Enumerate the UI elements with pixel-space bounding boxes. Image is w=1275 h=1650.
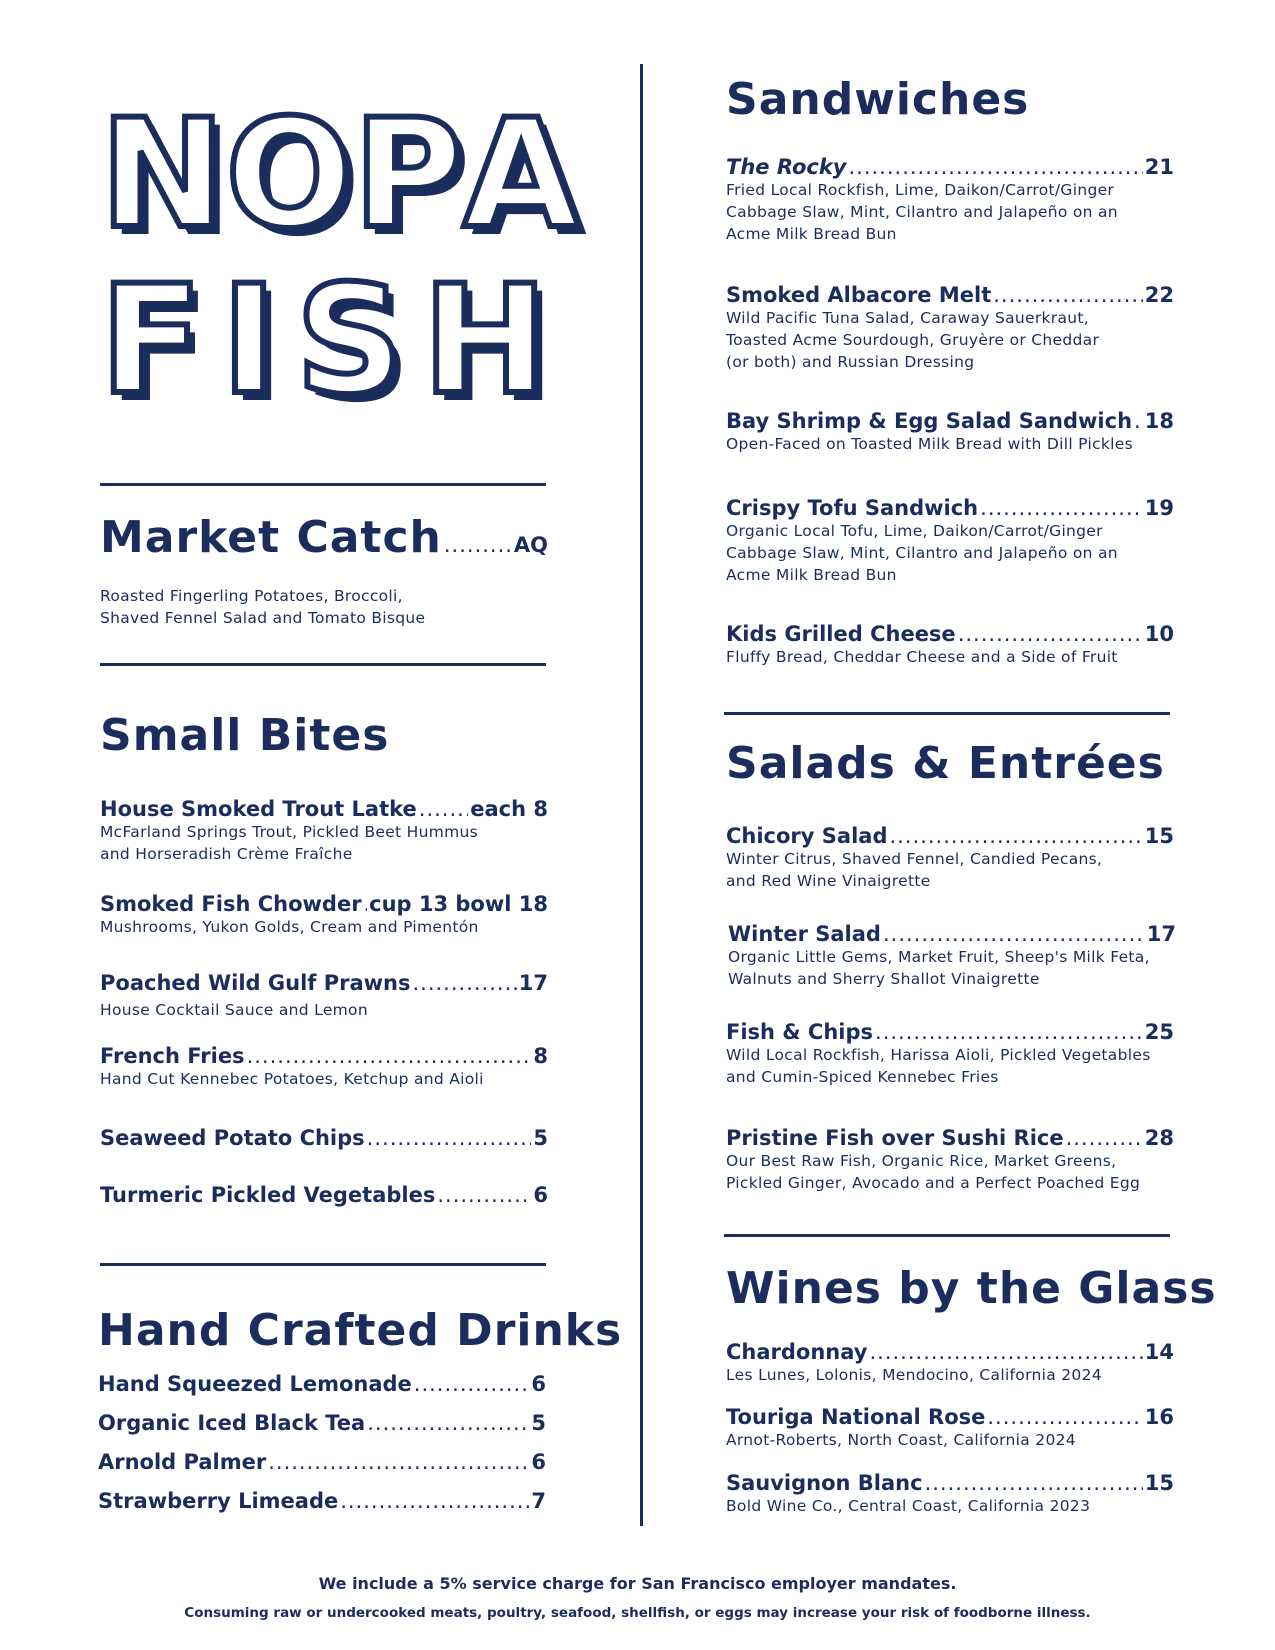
desc-line: Les Lunes, Lolonis, Mendocino, California 2024: [726, 1366, 1102, 1384]
small-bites-heading: Small Bites: [100, 710, 390, 761]
section-rule: [100, 663, 546, 666]
item-desc: [726, 179, 1174, 245]
item-desc: [100, 1068, 548, 1090]
leader-dots: [875, 1020, 1143, 1044]
menu-item: [726, 1471, 1174, 1517]
section-rule: [724, 712, 1170, 715]
menu-item: [100, 1044, 548, 1090]
item-desc: [726, 1429, 1174, 1451]
food-safety-note: Consuming raw or undercooked meats, poultry, seafood, shellfish, or eggs may increase your risk of foodborne illness.: [184, 1605, 1091, 1621]
desc-line: House Cocktail Sauce and Lemon: [100, 1001, 368, 1019]
menu-item: [100, 1183, 548, 1207]
nopa-fish-logo: [100, 88, 580, 428]
item-name: Sauvignon Blanc: [726, 1471, 923, 1495]
menu-item: [98, 1372, 546, 1396]
item-name: Turmeric Pickled Vegetables: [100, 1183, 436, 1207]
leader-dots: [364, 892, 368, 916]
item-price: 22: [1144, 283, 1174, 307]
item-price: 15: [1144, 1471, 1174, 1495]
desc-line: Open-Faced on Toasted Milk Bread with Dill Pickles: [726, 435, 1133, 453]
desc-line: Our Best Raw Fish, Organic Rice, Market Greens,: [726, 1152, 1117, 1170]
leader-dots: [340, 1489, 529, 1513]
item-name: Seaweed Potato Chips: [100, 1126, 365, 1150]
leader-dots: [980, 496, 1143, 520]
item-name: House Smoked Trout Latke: [100, 797, 417, 821]
item-name: Poached Wild Gulf Prawns: [100, 971, 411, 995]
desc-line: Walnuts and Sherry Shallot Vinaigrette: [728, 970, 1040, 988]
item-name: Winter Salad: [728, 922, 881, 946]
logo-letter: F: [100, 254, 203, 428]
desc-line: Shaved Fennel Salad and Tomato Bisque: [100, 609, 426, 627]
item-desc: [728, 946, 1176, 990]
desc-line: and Red Wine Vinaigrette: [726, 872, 931, 890]
drinks-heading: Hand Crafted Drinks: [98, 1305, 623, 1356]
menu-item: [726, 1405, 1174, 1451]
item-price: 6: [531, 1372, 546, 1396]
menu-item: [100, 797, 548, 865]
menu-item: [98, 1411, 546, 1435]
desc-line: Cabbage Slaw, Mint, Cilantro and Jalapeño on an: [726, 544, 1118, 562]
logo-letter: I: [221, 254, 277, 428]
desc-line: Pickled Ginger, Avocado and a Perfect Poached Egg: [726, 1174, 1141, 1192]
desc-line: Winter Citrus, Shaved Fennel, Candied Pecans,: [726, 850, 1103, 868]
leader-dots: [437, 1183, 531, 1207]
menu-item: [100, 892, 548, 938]
desc-line: and Horseradish Crème Fraîche: [100, 845, 353, 863]
logo-letter: H: [422, 254, 548, 428]
item-price: 16: [1144, 1405, 1174, 1429]
market-catch: [100, 512, 548, 629]
leader-dots: [444, 533, 512, 557]
item-price: 28: [1144, 1126, 1174, 1150]
menu-item: [726, 155, 1174, 245]
column-divider: [640, 64, 643, 1526]
item-price: cup 13 bowl 18: [369, 892, 548, 916]
leader-dots: [958, 622, 1143, 646]
menu-item: [726, 622, 1174, 668]
leader-dots: [414, 1372, 530, 1396]
section-rule: [100, 483, 546, 486]
menu-item: [728, 922, 1176, 990]
item-desc: [726, 1044, 1174, 1088]
item-desc: [726, 307, 1174, 373]
item-desc: [726, 1150, 1174, 1194]
desc-line: Roasted Fingerling Potatoes, Broccoli,: [100, 587, 403, 605]
leader-dots: [848, 155, 1142, 179]
desc-line: Bold Wine Co., Central Coast, California 2023: [726, 1497, 1091, 1515]
desc-line: McFarland Springs Trout, Pickled Beet Hummus: [100, 823, 479, 841]
item-name: Arnold Palmer: [98, 1450, 267, 1474]
leader-dots: [993, 283, 1143, 307]
item-name: Fish & Chips: [726, 1020, 874, 1044]
item-price: 14: [1144, 1340, 1174, 1364]
sandwiches-heading: Sandwiches: [726, 74, 1030, 125]
item-desc: [726, 1495, 1174, 1517]
leader-dots: [987, 1405, 1142, 1429]
item-price: 18: [1144, 409, 1174, 433]
market-catch-desc: [100, 585, 548, 629]
menu-item: [726, 283, 1174, 373]
desc-line: Fried Local Rockfish, Lime, Daikon/Carrot/Ginger: [726, 181, 1115, 199]
desc-line: Arnot-Roberts, North Coast, California 2024: [726, 1431, 1076, 1449]
menu-item: [726, 824, 1174, 892]
item-desc: [100, 821, 548, 865]
leader-dots: [890, 824, 1143, 848]
leader-dots: [268, 1450, 529, 1474]
section-rule: [724, 1234, 1170, 1237]
item-desc: [726, 520, 1174, 586]
item-price: 19: [1144, 496, 1174, 520]
leader-dots: [367, 1126, 532, 1150]
desc-line: Acme Milk Bread Bun: [726, 225, 897, 243]
item-name: French Fries: [100, 1044, 245, 1068]
desc-line: Wild Local Rockfish, Harissa Aioli, Pickled Vegetables: [726, 1046, 1151, 1064]
item-price: 5: [531, 1411, 546, 1435]
item-desc: [100, 999, 548, 1021]
desc-line: Organic Little Gems, Market Fruit, Sheep's Milk Feta,: [728, 948, 1150, 966]
item-price: 17: [1146, 922, 1176, 946]
leader-dots: [367, 1411, 529, 1435]
item-price: 25: [1144, 1020, 1174, 1044]
item-desc: [726, 433, 1174, 455]
menu-item: [726, 1126, 1174, 1194]
desc-line: Wild Pacific Tuna Salad, Caraway Sauerkraut,: [726, 309, 1089, 327]
logo-row-1: [100, 88, 580, 262]
item-price: 7: [531, 1489, 546, 1513]
desc-line: Acme Milk Bread Bun: [726, 566, 897, 584]
market-catch-title: Market Catch: [100, 512, 442, 563]
desc-line: Cabbage Slaw, Mint, Cilantro and Jalapeño on an: [726, 203, 1118, 221]
menu-item: [726, 496, 1174, 586]
salads-heading: Salads & Entrées: [726, 738, 1165, 789]
menu-item: [100, 1126, 548, 1150]
item-price: 15: [1144, 824, 1174, 848]
leader-dots: [1066, 1126, 1143, 1150]
item-name: Smoked Albacore Melt: [726, 283, 992, 307]
menu-item: [100, 971, 548, 1021]
item-price: 8: [533, 1044, 548, 1068]
desc-line: Organic Local Tofu, Lime, Daikon/Carrot/Ginger: [726, 522, 1103, 540]
leader-dots: [925, 1471, 1143, 1495]
item-price: 6: [531, 1450, 546, 1474]
wines-heading: Wines by the Glass: [726, 1263, 1217, 1314]
item-price: 10: [1144, 622, 1174, 646]
item-name: Touriga National Rose: [726, 1405, 986, 1429]
section-rule: [100, 1263, 546, 1266]
menu-item: [98, 1489, 546, 1513]
item-desc: [726, 1364, 1174, 1386]
leader-dots: [883, 922, 1145, 946]
item-price: each 8: [470, 797, 548, 821]
item-desc: [726, 848, 1174, 892]
market-catch-price: AQ: [513, 533, 548, 557]
item-price: 5: [533, 1126, 548, 1150]
item-name: Smoked Fish Chowder: [100, 892, 362, 916]
menu-item: [726, 409, 1174, 455]
desc-line: Toasted Acme Sourdough, Gruyère or Cheddar: [726, 331, 1100, 349]
logo-letter: A: [463, 88, 580, 262]
item-name: Kids Grilled Cheese: [726, 622, 956, 646]
desc-line: Fluffy Bread, Cheddar Cheese and a Side of Fruit: [726, 648, 1118, 666]
item-name: Chicory Salad: [726, 824, 888, 848]
desc-line: (or both) and Russian Dressing: [726, 353, 975, 371]
menu-item: [726, 1340, 1174, 1386]
item-desc: [726, 646, 1174, 668]
leader-dots: [247, 1044, 532, 1068]
item-name: Strawberry Limeade: [98, 1489, 339, 1513]
item-name: Hand Squeezed Lemonade: [98, 1372, 412, 1396]
item-price: 21: [1144, 155, 1174, 179]
item-name: Crispy Tofu Sandwich: [726, 496, 979, 520]
item-name: Pristine Fish over Sushi Rice: [726, 1126, 1064, 1150]
leader-dots: [412, 971, 516, 995]
menu-item: [726, 1020, 1174, 1088]
logo-letter: P: [353, 88, 463, 262]
logo-letter: O: [225, 88, 354, 262]
logo-letter: S: [295, 254, 404, 428]
item-name: Bay Shrimp & Egg Salad Sandwich: [726, 409, 1133, 433]
item-name: Chardonnay: [726, 1340, 868, 1364]
item-price: 17: [518, 971, 548, 995]
item-name: Organic Iced Black Tea: [98, 1411, 366, 1435]
item-desc: [100, 916, 548, 938]
service-charge-note: We include a 5% service charge for San Francisco employer mandates.: [318, 1574, 957, 1593]
leader-dots: [419, 797, 468, 821]
logo-letter: N: [100, 88, 226, 262]
item-name: The Rocky: [726, 155, 847, 179]
logo-row-2: [100, 254, 548, 428]
desc-line: Mushrooms, Yukon Golds, Cream and Pimentón: [100, 918, 479, 936]
leader-dots: [869, 1340, 1142, 1364]
leader-dots: [1134, 409, 1143, 433]
item-price: 6: [533, 1183, 548, 1207]
menu-item: [98, 1450, 546, 1474]
desc-line: and Cumin-Spiced Kennebec Fries: [726, 1068, 999, 1086]
desc-line: Hand Cut Kennebec Potatoes, Ketchup and Aioli: [100, 1070, 484, 1088]
